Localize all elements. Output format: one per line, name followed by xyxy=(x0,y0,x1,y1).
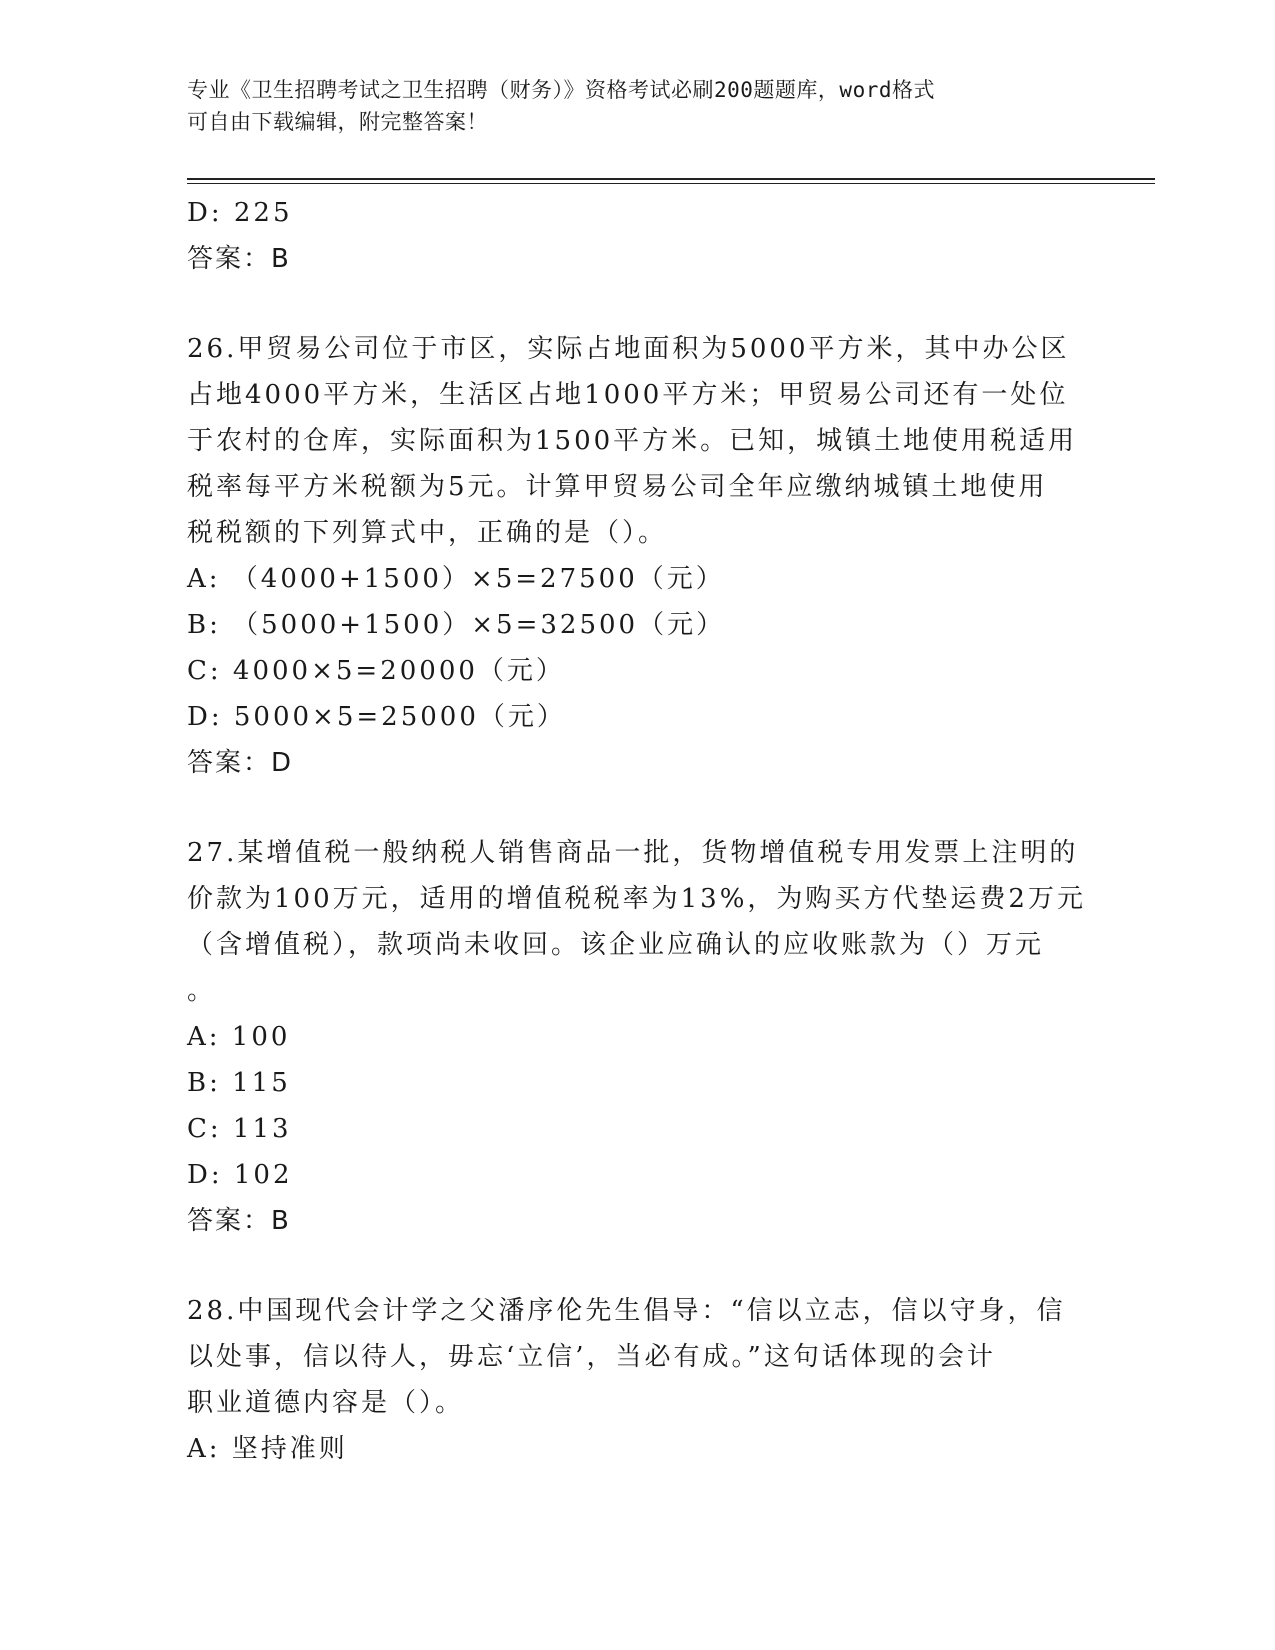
header-title-line-2: 可自由下载编辑，附完整答案！ xyxy=(187,110,488,134)
header-divider-thin xyxy=(187,183,1155,184)
option-d: D: 225 xyxy=(187,198,293,228)
question-stem-line: 。 xyxy=(187,976,217,1006)
option-c: C: 4000×5=20000（元） xyxy=(187,656,565,686)
header-title-line-1: 专业《卫生招聘考试之卫生招聘（财务）》资格考试必刷200题题库，word格式 xyxy=(187,78,935,102)
question-25-tail xyxy=(187,190,1087,282)
spacer xyxy=(187,282,1087,326)
question-stem-line: 26.甲贸易公司位于市区，实际占地面积为5000平方米，其中办公区 xyxy=(187,334,1070,364)
question-stem-line: 于农村的仓库，实际面积为1500平方米。已知，城镇土地使用税适用 xyxy=(187,426,1078,456)
option-b: B: （5000+1500）×5=32500（元） xyxy=(187,610,726,640)
answer-line: 答案：B xyxy=(187,244,291,274)
option-d: D: 5000×5=25000（元） xyxy=(187,702,566,732)
question-stem-line: 税税额的下列算式中，正确的是（）。 xyxy=(187,518,668,548)
spacer xyxy=(187,1244,1087,1288)
question-stem-line: 占地4000平方米，生活区占地1000平方米；甲贸易公司还有一处位 xyxy=(187,380,1069,410)
question-stem-line: 以处事，信以待人，毋忘‘立信’，当必有成。”这句话体现的会计 xyxy=(187,1342,996,1372)
option-a: A: 坚持准则 xyxy=(187,1434,348,1464)
question-stem-line: 27.某增值税一般纳税人销售商品一批，货物增值税专用发票上注明的 xyxy=(187,838,1079,868)
question-stem-line: 28.中国现代会计学之父潘序伦先生倡导：“信以立志，信以守身，信 xyxy=(187,1296,1066,1326)
option-d: D: 102 xyxy=(187,1160,293,1190)
answer-line: 答案：B xyxy=(187,1206,291,1236)
question-stem-line: 职业道德内容是（）。 xyxy=(187,1388,465,1418)
answer-line: 答案：D xyxy=(187,748,294,778)
question-26 xyxy=(187,326,1087,786)
question-stem-line: （含增值税），款项尚未收回。该企业应确认的应收账款为（）万元 xyxy=(187,930,1045,960)
document-header xyxy=(187,74,1087,138)
question-28 xyxy=(187,1288,1087,1472)
question-27 xyxy=(187,830,1087,1244)
spacer xyxy=(187,786,1087,830)
question-stem-line: 税率每平方米税额为5元。计算甲贸易公司全年应缴纳城镇土地使用 xyxy=(187,472,1048,502)
header-divider-thick xyxy=(187,178,1155,180)
question-stem-line: 价款为100万元，适用的增值税税率为13%，为购买方代垫运费2万元 xyxy=(187,884,1086,914)
option-b: B: 115 xyxy=(187,1068,291,1098)
option-a: A: （4000+1500）×5=27500（元） xyxy=(187,564,725,594)
question-content xyxy=(187,190,1087,1472)
option-a: A: 100 xyxy=(187,1022,291,1052)
option-c: C: 113 xyxy=(187,1114,292,1144)
